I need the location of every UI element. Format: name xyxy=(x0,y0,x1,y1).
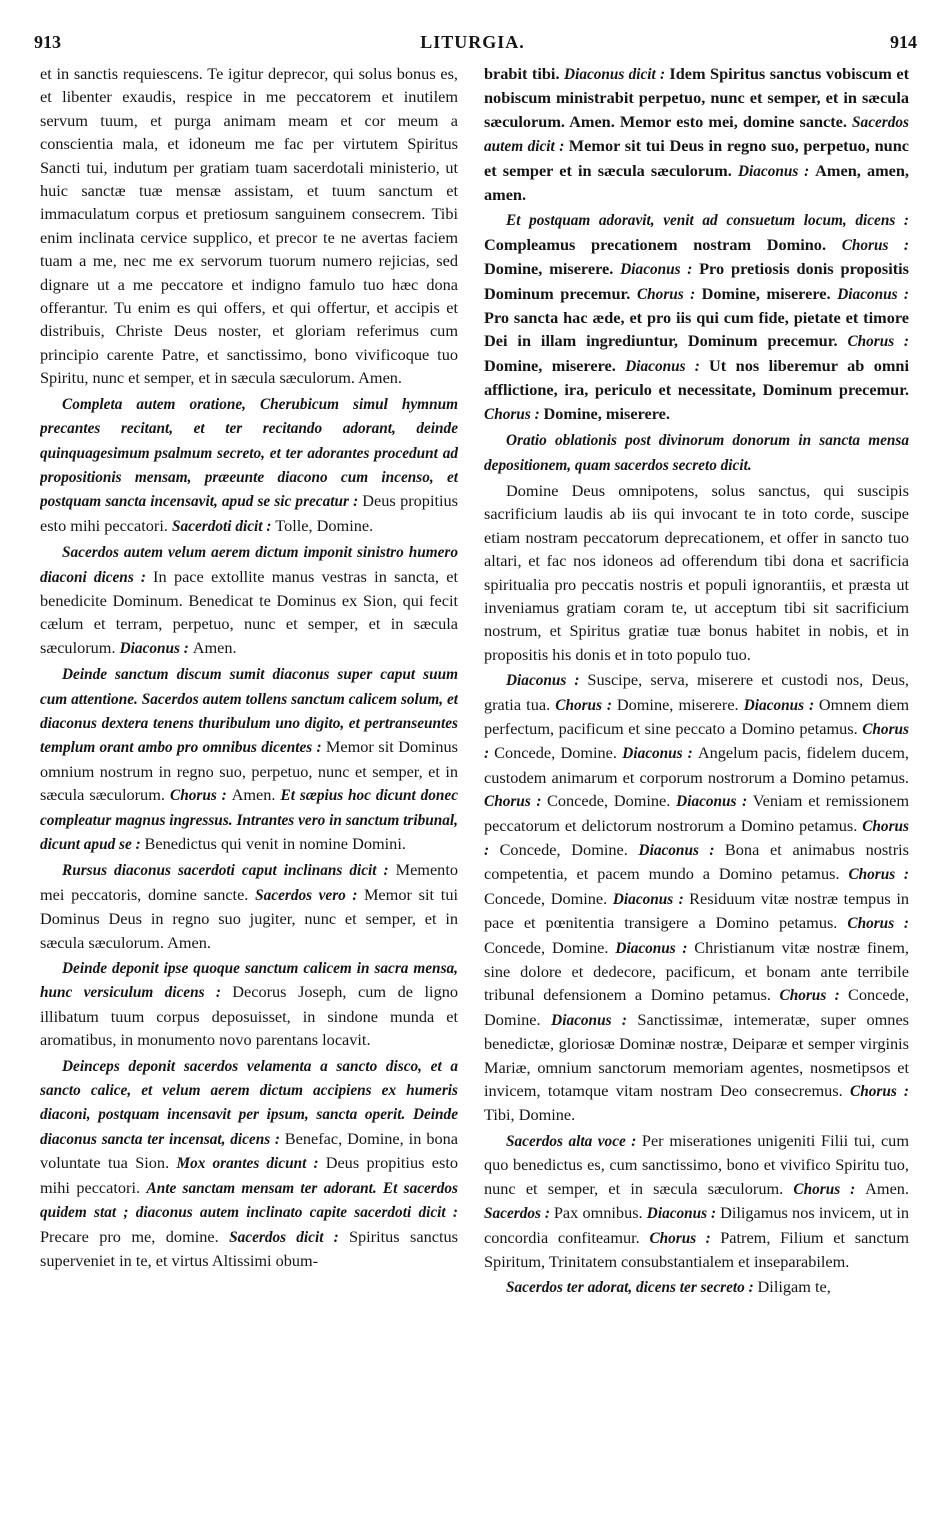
body-text: Tolle, Domine. xyxy=(275,515,374,535)
rubric-text: Sacerdos autem velum aerem dictum imponit sinistro humero diaconi dicens : xyxy=(40,544,458,586)
rubric-text: Chorus : xyxy=(484,405,544,423)
body-text: Idem Spiritus sanctus vobiscum et nobiscum ministrabit perpetuo, nunc et semper, et in sæcula sæculorum. Amen. Memor esto mei, domine sancte. xyxy=(484,64,909,131)
body-text: Veniam et remissionem peccatorum et delictorum nostrorum a Domino petamus. xyxy=(484,791,909,835)
rubric-text: Chorus : xyxy=(170,787,232,805)
rubric-text: Diaconus dicit : xyxy=(564,66,670,83)
body-text: Domine Deus omnipotens, solus sanctus, qui suscipis sacrificium laudis ab iis qui invocant te in toto corde, suscipe etiam nostram peccatorum deprecationem, et offer in sancto tuo altari, et fac nos idoneos ad offerendum tibi dona et sacrificia spiritualia pro peccatis nostris et populi ignorantiis, et præsta ut inveniamus gratiam coram te, ut acceptum tibi sit sacrificium nostrum, et Spiritus gratiæ tuæ bonus habitet in nobis, et in propositis his donis et in toto populo tuo. xyxy=(484,480,909,664)
rubric-text: Chorus : xyxy=(841,236,909,254)
rubric-text: Sacerdos alta voce : xyxy=(506,1132,642,1150)
rubric-text: Diaconus : xyxy=(620,261,700,279)
rubric-text: Chorus : xyxy=(555,696,617,714)
body-text: Per miserationes unigeniti Filii tui, cum quo benedictus es, cum sanctissimo, bono et vivifico Spiritu tuo, nunc et semper, et in sæcula sæculorum. xyxy=(484,1130,909,1198)
body-text: Memor sit Dominus omnium nostrum in regno suo, perpetuo, nunc et semper, et in sæcula sæculorum. xyxy=(40,737,458,805)
rubric-text: Diaconus : xyxy=(506,672,588,690)
rubric-text: Chorus : xyxy=(847,915,909,933)
rubric-text: Ante sanctam mensam ter adorant. Et sacerdos quidem stat ; diaconus autem inclinato capite sacerdoti dicit : xyxy=(40,1179,458,1222)
paragraph xyxy=(40,858,458,954)
body-text: Concede, Domine. xyxy=(484,888,613,908)
paragraph xyxy=(484,428,909,477)
body-text: Benefac, Domine, in bona voluntate tua Sion. xyxy=(40,1128,458,1173)
paragraph xyxy=(484,668,909,1127)
rubric-text: Diaconus : xyxy=(612,890,690,908)
body-text: Christianum vitæ nostræ finem, sine dolore et dedecore, pacificum, et bonam ante terribile tribunal defensionem a Domino petamus. xyxy=(484,937,909,1005)
body-text: Ut nos liberemur ab omni afflictione, ira, periculo et necessitate, Dominum precemur. xyxy=(484,355,909,400)
paragraph xyxy=(40,662,458,856)
rubric-text: Chorus : xyxy=(779,987,848,1005)
body-text: Sanctissimæ, intemeratæ, super omnes benedictæ, gloriosæ Dominæ nostræ, Deiparæ et semper virginis Mariæ, omnium sanctorum memoriam agentes, nosmetipsos et invicem, totamque vitam nostram Deo consecremus. xyxy=(484,1009,909,1101)
rubric-text: Chorus : xyxy=(484,793,547,811)
rubric-text: Deinceps deponit sacerdos velamenta a sancto disco, et a sancto calice, et velum aerem dictum accipiens ex humeris diaconi, postquam incensavit per ipsum, sancta operit. Deinde diaconus sancta ter incensat, dicens : xyxy=(40,1057,458,1148)
running-title: LITURGIA. xyxy=(420,32,525,52)
paragraph xyxy=(40,1054,458,1273)
rubric-text: Chorus : xyxy=(649,1229,721,1247)
body-text: Tibi, Domine. xyxy=(484,1105,576,1125)
body-text: Diligam te, xyxy=(757,1277,831,1297)
rubric-text: Diaconus : xyxy=(646,1205,721,1223)
body-text: Diligamus nos invicem, ut in concordia confiteamur. xyxy=(484,1203,909,1247)
page-header xyxy=(0,32,945,62)
left-column xyxy=(40,62,458,1532)
body-text: Patrem, Filium et sanctum Spiritum, Trinitatem consubstantialem et inseparabilem. xyxy=(484,1227,909,1271)
body-text: brabit tibi. xyxy=(484,64,565,83)
body-text: et in sanctis requiescens. Te igitur deprecor, qui solus bonus es, et libenter exaudis, respice in me peccatorem et inutilem servum tuum, et purga animam meam et cor meum a conscientia mala, et idoneum me fac per virtutem Spiritus Sancti tui, indutum per gratiam tuam sacerdotali ministerio, ut huic sanctæ tuæ mensæ assistam, et tuum sanctum et immaculatum corpus et pretiosum sanguinem consecrem. Tibi enim inclinata cervice supplico, et precor te ne avertas faciem tuam a me, nec me ex servorum tuorum numero rejicias, sed dignare ut a me peccatore et indigno famulo tuo hæc dona offerantur. Tu enim es qui offers, et qui offertur, et accipis et distribuis, Christe Deus noster, et gloriam referimus cum principio carente Patre, et sanctissimo, bono vivificoque tuo Spiritu, nunc et semper, et in sæcula sæculorum. Amen. xyxy=(40,64,458,388)
body-text: Compleamus precationem nostram Domino. xyxy=(484,234,842,254)
body-text: Domine, miserere. xyxy=(543,403,670,423)
paragraph xyxy=(484,208,909,426)
rubric-text: Diaconus : xyxy=(119,639,193,657)
body-text: Pro pretiosis donis propositis Dominum precemur. xyxy=(484,259,909,303)
body-text: Concede, Domine. xyxy=(484,937,616,957)
rubric-text: Diaconus : xyxy=(622,745,698,763)
rubric-text: Chorus : xyxy=(847,333,909,351)
paragraph xyxy=(484,62,909,206)
rubric-text: Diaconus : xyxy=(737,162,816,180)
body-text: Amen, amen, amen. xyxy=(484,160,909,205)
rubric-text: Sacerdoti dicit : xyxy=(172,517,276,535)
body-text: Suscipe, serva, miserere et custodi nos, Deus, gratia tua. xyxy=(484,670,909,714)
body-text: Deus propitius esto mihi peccatori. xyxy=(40,491,458,535)
rubric-text: Sacerdos autem dicit : xyxy=(484,113,909,156)
rubric-text: Diaconus : xyxy=(625,357,710,375)
paragraph xyxy=(40,62,458,390)
rubric-text: Chorus : xyxy=(636,285,702,303)
body-text: Concede, Domine. xyxy=(546,791,677,811)
body-text: Concede, Domine. xyxy=(499,840,639,859)
left-page-number: 913 xyxy=(34,32,61,52)
rubric-text: Sacerdos ter adorat, dicens ter secreto : xyxy=(506,1279,758,1297)
rubric-text: Rursus diaconus sacerdoti caput inclinans dicit : xyxy=(62,862,396,880)
body-text: Bona et animabus nostris competentia, et pacem mundo a Domino petamus. xyxy=(484,840,909,884)
body-text: In pace extollite manus vestras in sancta, et benedicite Dominum. Benedicat te Dominus ex Sion, qui fecit cælum et terram, perpetuo, nunc et semper, et in sæcula sæculorum. xyxy=(40,566,458,657)
body-text: Memor sit tui Dominus Deus in regno suo jugiter, nunc et semper, et in sæcula sæculorum. Amen. xyxy=(40,884,458,952)
rubric-text: Sacerdos : xyxy=(484,1205,554,1223)
paragraph xyxy=(484,1129,909,1273)
paragraph xyxy=(484,479,909,666)
body-text: Amen. xyxy=(192,637,237,657)
body-text: Memor sit tui Deus in regno suo, perpetuo, nunc et semper et in sæcula sæculorum. xyxy=(484,136,909,180)
rubric-text: Sacerdos dicit : xyxy=(229,1228,349,1246)
body-text: Spiritus sanctus superveniet in te, et virtus Altissimi obum- xyxy=(40,1226,458,1270)
body-text: Omnem diem perfectum, pacificum et sine peccato a Domino petamus. xyxy=(484,694,909,738)
rubric-text: Sacerdos vero : xyxy=(255,886,364,904)
body-text: Concede, Domine. xyxy=(494,743,623,763)
right-page-number: 914 xyxy=(890,32,917,52)
rubric-text: Diaconus : xyxy=(615,939,695,957)
paragraph xyxy=(484,1275,909,1299)
body-text: Amen. xyxy=(231,785,281,805)
body-text: Memento mei peccatoris, domine sancte. xyxy=(40,860,458,904)
body-text: Precare pro me, domine. xyxy=(40,1226,230,1246)
rubric-text: Diaconus : xyxy=(743,696,819,714)
rubric-text: Et sæpius hoc dicunt donec compleatur magnus ingressus. Intrantes vero in sanctum tribunal, dicunt apud se : xyxy=(40,787,458,853)
body-text: Domine, miserere. xyxy=(484,355,626,375)
paragraph xyxy=(40,392,458,538)
rubric-text: Chorus : xyxy=(848,866,909,884)
rubric-text: Oratio oblationis post divinorum donorum in sancta mensa depositionem, quam sacerdos secreto dicit. xyxy=(484,432,909,474)
body-text: Angelum pacis, fidelem ducem, custodem animarum et corporum nostrorum a Domino petamus. xyxy=(484,743,909,787)
body-text: Pax omnibus. xyxy=(553,1203,647,1223)
rubric-text: Chorus : xyxy=(793,1180,866,1198)
rubric-text: Diaconus : xyxy=(676,793,753,811)
body-text: Amen. xyxy=(865,1178,909,1198)
body-text: Domine, miserere. xyxy=(701,283,838,303)
body-text: Domine, miserere. xyxy=(616,694,744,714)
body-text: Benedictus qui venit in nomine Domini. xyxy=(144,834,406,853)
rubric-text: Mox orantes dicunt : xyxy=(176,1155,326,1173)
rubric-text: Chorus : xyxy=(484,720,909,763)
rubric-text: Chorus : xyxy=(850,1083,909,1101)
body-text: Deus propitius esto mihi peccatori. xyxy=(40,1153,458,1197)
body-text: Residuum vitæ nostræ tempus in pace et pœnitentia transigere a Domino petamus. xyxy=(484,888,909,933)
body-text: Domine, miserere. xyxy=(484,259,621,279)
rubric-text: Diaconus : xyxy=(638,842,725,859)
rubric-text: Diaconus : xyxy=(837,285,909,303)
body-text: Decorus Joseph, cum de ligno illibatum tuum corpus deposuisset, in sindone munda et aromatibus, in monumento novo parentans locavit. xyxy=(40,982,458,1050)
paragraph xyxy=(40,540,458,660)
rubric-text: Chorus : xyxy=(484,817,909,859)
body-text: Pro sancta hac æde, et pro iis qui cum fide, pietate et timore Dei in illam ingrediuntur, Dominum precemur. xyxy=(484,308,909,351)
rubric-text: Diaconus : xyxy=(551,1011,638,1029)
rubric-text: Deinde deponit ipse quoque sanctum calicem in sacra mensa, hunc versiculum dicens : xyxy=(40,960,458,1002)
right-column xyxy=(484,62,909,1532)
rubric-text: Deinde sanctum discum sumit diaconus super caput suum cum attentione. Sacerdos autem tollens sanctum calicem solum, et diaconus dextera tenens thuribulum uno digito, et pertranseuntes templum orant ambo pro omnibus dicentes : xyxy=(40,666,458,757)
body-text: Concede, Domine. xyxy=(484,985,909,1029)
paragraph xyxy=(40,956,458,1052)
rubric-text: Completa autem oratione, Cherubicum simul hymnum precantes recitant, et ter recitando adorant, deinde quinquagesimum psalmum secreto, et ter adorantes procedunt ad propositionis mensam, præeunte diacono cum incenso, et postquam sancta incensavit, apud se sic precatur : xyxy=(40,395,458,511)
rubric-text: Et postquam adoravit, venit ad consuetum locum, dicens : xyxy=(506,212,909,230)
